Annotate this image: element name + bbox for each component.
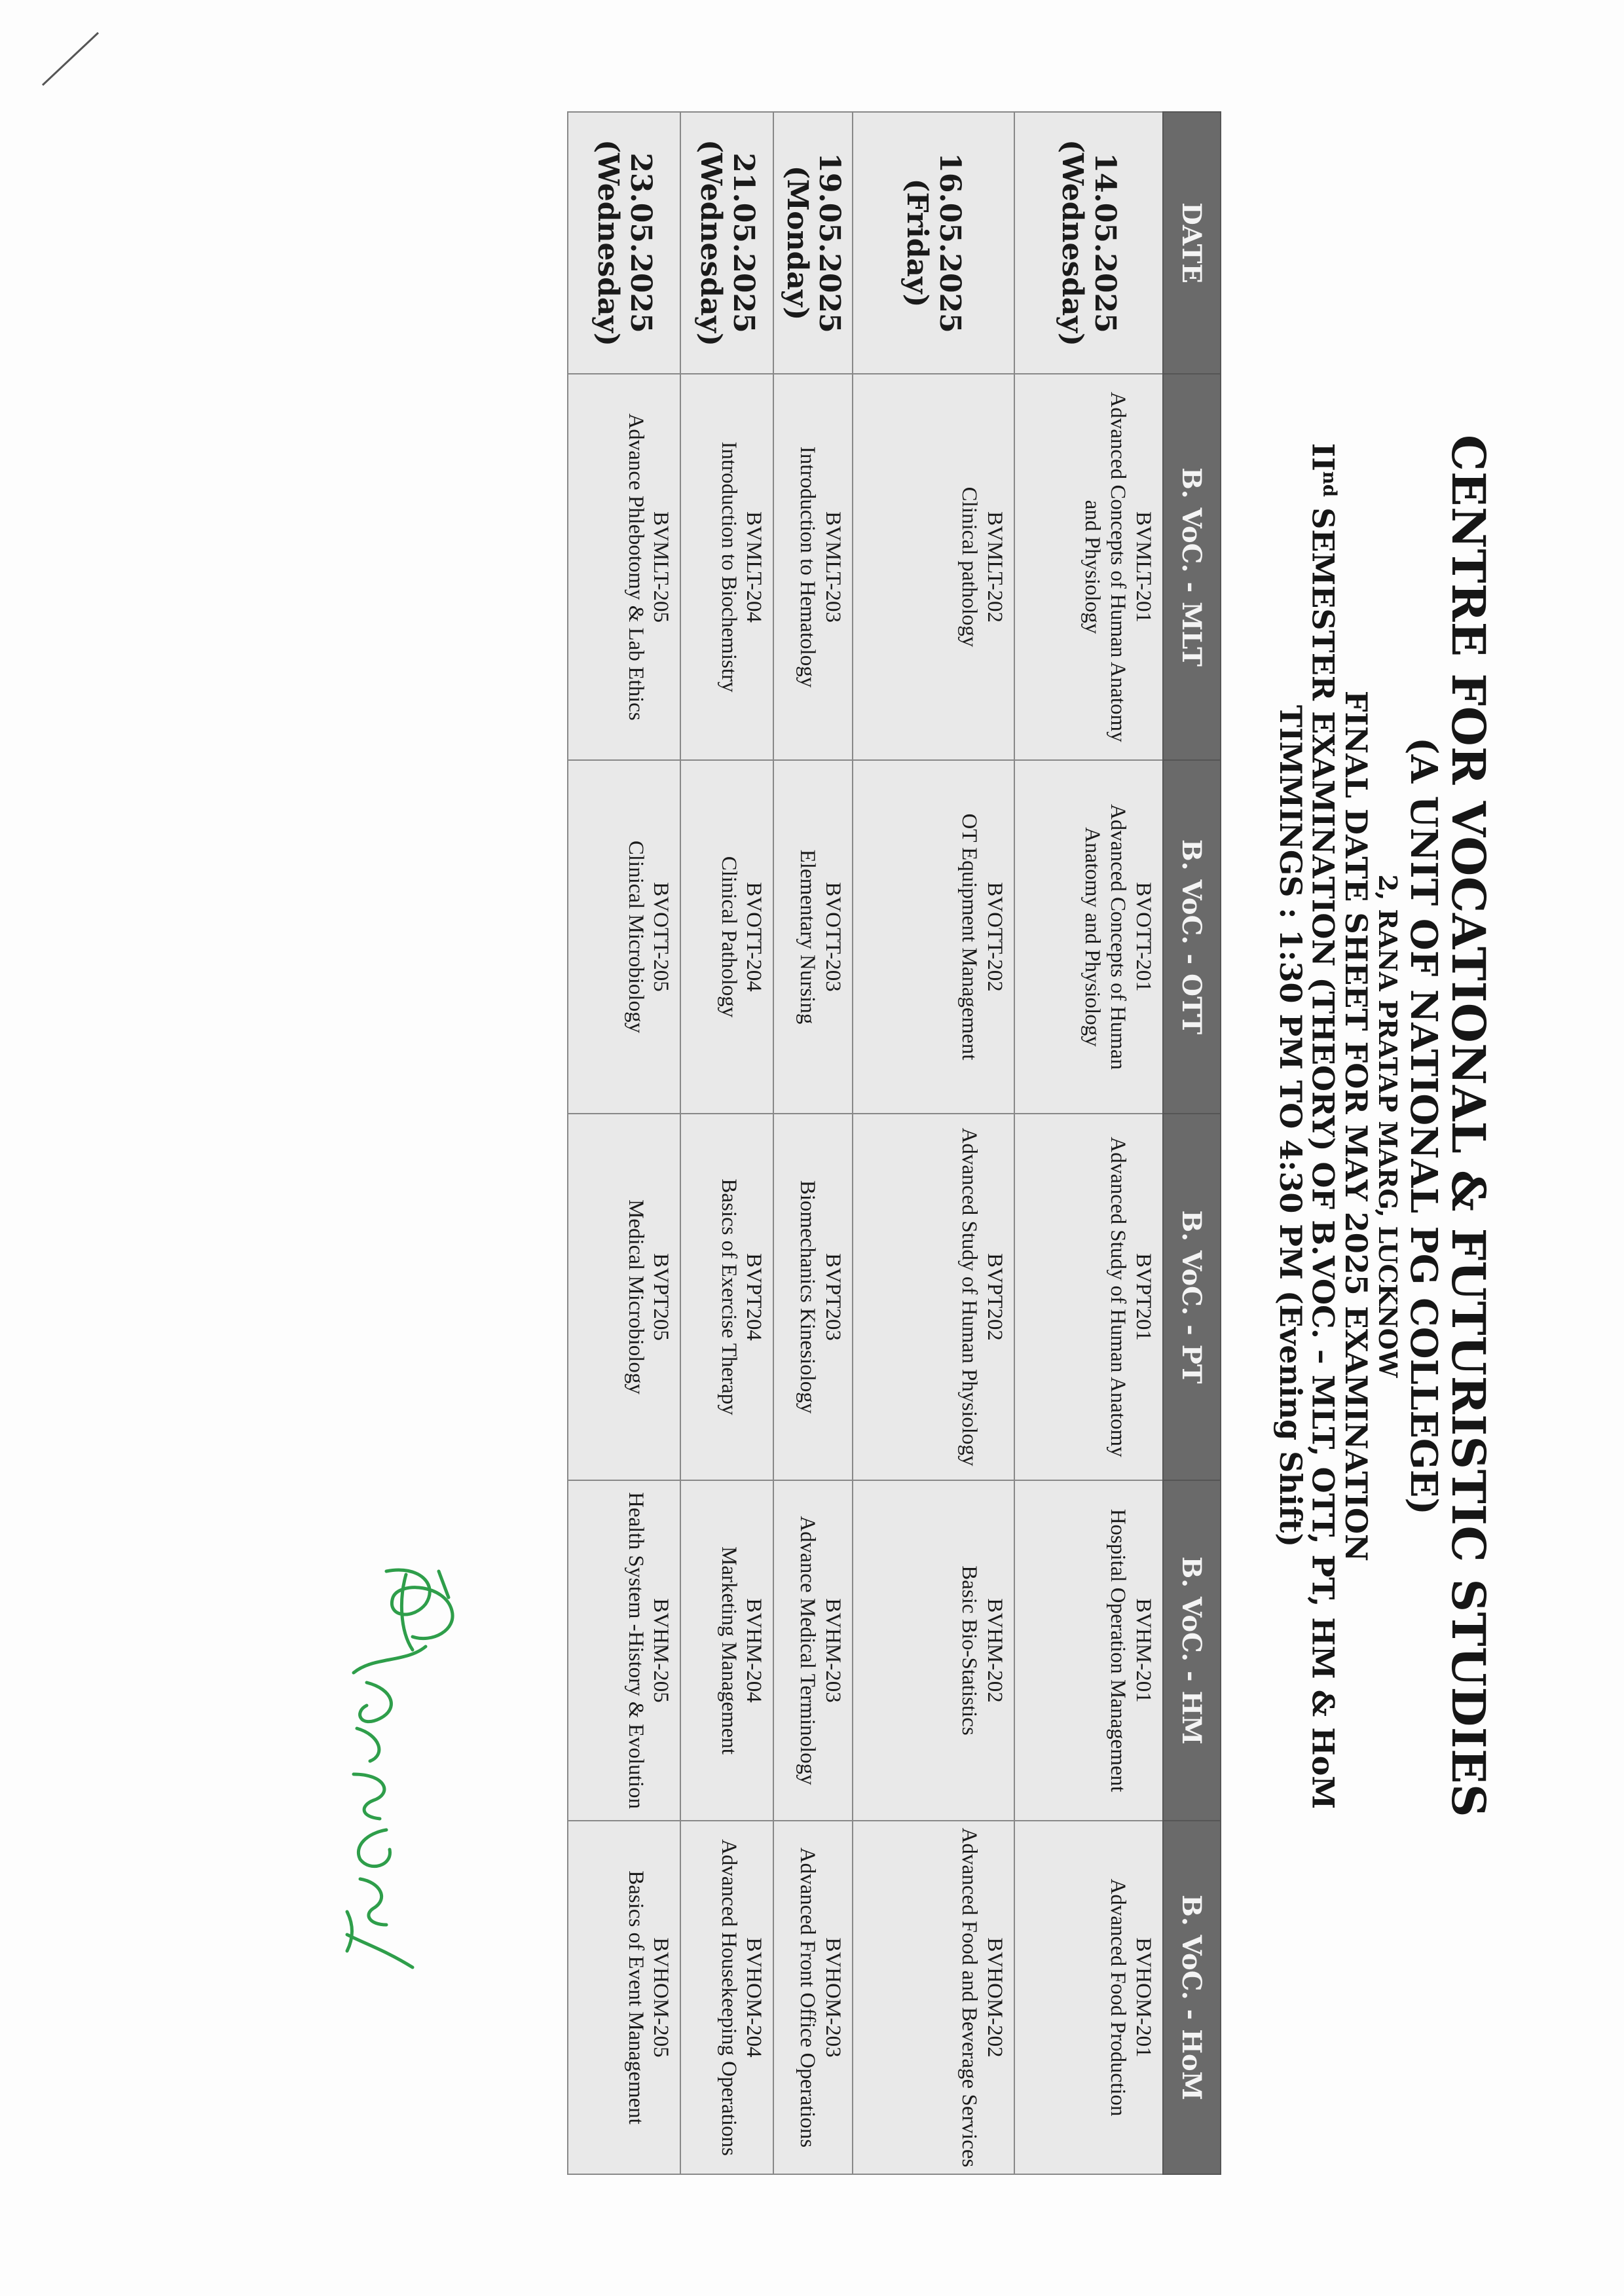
mlt-cell	[853, 374, 1014, 760]
hm-cell	[773, 1480, 853, 1821]
date-cell	[773, 112, 853, 374]
table-row	[568, 112, 680, 2174]
paper-subject: Advanced Front Office Operations	[796, 1847, 820, 2148]
paper-code: BVPT201	[1132, 1253, 1155, 1341]
scan-pen-mark	[36, 26, 101, 92]
semester-suffix: nd	[1319, 471, 1341, 498]
handwritten-signature	[308, 1558, 478, 1977]
paper-code: BVHM-205	[649, 1598, 673, 1703]
date-sheet-table	[567, 111, 1221, 2175]
exam-day: (Wednesday)	[1056, 139, 1090, 346]
paper-subject: Advance Medical Terminology	[796, 1516, 820, 1785]
paper-subject: Advance Phlebotomy & Lab Ethics	[623, 413, 648, 721]
hom-cell	[680, 1821, 773, 2174]
paper-code: BVPT202	[983, 1253, 1006, 1341]
institution-subtitle: (A UNIT OF NATIONAL PG COLLEGE)	[1402, 737, 1446, 1515]
hm-cell	[568, 1480, 680, 1821]
pt-cell	[1014, 1114, 1163, 1480]
exam-date: 14.05.2025	[1088, 153, 1122, 333]
date-cell	[853, 112, 1014, 374]
rotated-date-sheet	[458, 79, 1496, 2174]
exam-date: 21.05.2025	[726, 153, 760, 333]
pt-cell	[853, 1114, 1014, 1480]
paper-code: BVOTT-201	[1132, 882, 1155, 992]
paper-code: BVOTT-202	[983, 882, 1006, 992]
paper-subject: Biomechanics Kinesiology	[796, 1180, 820, 1414]
exam-date: 19.05.2025	[813, 153, 846, 333]
exam-description	[1306, 79, 1339, 2174]
exam-day: (Wednesday)	[591, 139, 625, 346]
paper-code: BVHM-204	[742, 1598, 766, 1703]
mlt-cell	[1014, 374, 1163, 760]
hom-cell	[853, 1821, 1014, 2174]
paper-code: BVPT204	[742, 1253, 766, 1341]
hom-cell	[773, 1821, 853, 2174]
paper-code: BVOTT-203	[821, 882, 845, 992]
paper-subject: Advanced Study of Human Anatomy	[1106, 1137, 1130, 1457]
date-cell	[1014, 112, 1163, 374]
semester-number: II	[1305, 443, 1341, 471]
paper-subject: Basics of Exercise Therapy	[716, 1178, 741, 1415]
exam-day: (Wednesday)	[694, 139, 728, 346]
header-date: DATE	[1163, 112, 1221, 374]
paper-code: BVPT203	[821, 1253, 845, 1341]
pt-cell	[680, 1114, 773, 1480]
paper-subject: Advanced Food Production	[1106, 1878, 1130, 2117]
paper-code: BVMLT-205	[649, 511, 673, 623]
table-header-row	[1163, 112, 1221, 2174]
paper-subject: Clinical pathology	[957, 486, 982, 647]
paper-subject: Advanced Concepts of Human Anatomy and Physiology	[1080, 392, 1130, 742]
exam-date: 16.05.2025	[932, 153, 967, 333]
exam-date: 23.05.2025	[623, 153, 657, 333]
hm-cell	[1014, 1480, 1163, 1821]
mlt-cell	[773, 374, 853, 760]
paper-code: BVOTT-205	[649, 882, 673, 992]
exam-description-text: SEMESTER EXAMINATION (THEORY) OF B.VOC. – MLT, OTT, PT, HM & HoM	[1305, 497, 1341, 1810]
paper-subject: Advanced Housekeeping Operations	[716, 1839, 741, 2156]
paper-code: BVHM-202	[983, 1598, 1006, 1703]
signature-strokes	[347, 1570, 452, 1967]
ott-cell	[1014, 760, 1163, 1114]
paper-subject: Health System -History & Evolution	[623, 1492, 648, 1809]
hm-cell	[853, 1480, 1014, 1821]
hom-cell	[568, 1821, 680, 2174]
ott-cell	[568, 760, 680, 1114]
exam-day: (Monday)	[780, 165, 814, 321]
exam-day: (Friday)	[900, 178, 934, 308]
ott-cell	[680, 760, 773, 1114]
paper-code: BVPT205	[649, 1253, 673, 1341]
table-row	[1014, 112, 1163, 2174]
paper-code: BVHOM-203	[821, 1937, 845, 2058]
paper-subject: Advanced Concepts of Human Anatomy and Physiology	[1080, 804, 1130, 1070]
mlt-cell	[680, 374, 773, 760]
paper-code: BVMLT-201	[1132, 511, 1155, 623]
paper-code: BVMLT-203	[821, 511, 845, 623]
date-cell	[568, 112, 680, 374]
date-cell	[680, 112, 773, 374]
table-row	[680, 112, 773, 2174]
paper-code: BVHM-201	[1132, 1598, 1155, 1703]
table-row	[853, 112, 1014, 2174]
paper-code: BVMLT-204	[742, 511, 766, 623]
paper-subject: Clinical Pathology	[716, 856, 741, 1018]
institution-name: CENTRE FOR VOCATIONAL & FUTURISTIC STUDIES	[1441, 434, 1496, 1818]
paper-subject: Introduction to Biochemistry	[716, 441, 741, 693]
paper-code: BVHOM-205	[649, 1937, 673, 2058]
paper-subject: Introduction to Hematology	[796, 446, 820, 688]
paper-subject: Clinical Microbiology	[623, 840, 648, 1034]
paper-subject: Medical Microbiology	[623, 1199, 648, 1394]
paper-subject: Marketing Management	[716, 1546, 741, 1755]
paper-subject: OT Equipment Management	[957, 813, 982, 1061]
paper-subject: Hospital Operation Management	[1106, 1508, 1130, 1793]
hm-cell	[680, 1480, 773, 1821]
institution-address: 2, RANA PRATAP MARG, LUCKNOW	[1373, 874, 1403, 1378]
header-pt: B. VoC. - PT	[1163, 1114, 1221, 1480]
header-hom: B. VoC. - HoM	[1163, 1821, 1221, 2174]
ott-cell	[853, 760, 1014, 1114]
paper-subject: Basics of Event Management	[623, 1870, 648, 2124]
paper-code: BVHOM-202	[983, 1937, 1006, 2058]
paper-subject: Advanced Food and Beverage Services	[957, 1827, 982, 2168]
paper-code: BVHOM-204	[742, 1937, 766, 2058]
paper-subject: Elementary Nursing	[796, 849, 820, 1025]
pt-cell	[773, 1114, 853, 1480]
document-header	[1231, 79, 1496, 2174]
paper-code: BVOTT-204	[742, 882, 766, 992]
paper-code: BVMLT-202	[983, 511, 1006, 623]
exam-timings: TIMMINGS : 1:30 PM TO 4:30 PM (Evening Shift)	[1273, 704, 1309, 1548]
table-row	[773, 112, 853, 2174]
header-mlt: B. VoC. - MLT	[1163, 374, 1221, 760]
header-hm: B. VoC. - HM	[1163, 1480, 1221, 1821]
date-sheet-title: FINAL DATE SHEET FOR MAY 2025 EXAMINATION	[1338, 690, 1374, 1562]
mlt-cell	[568, 374, 680, 760]
paper-code: BVHOM-201	[1132, 1937, 1155, 2058]
paper-subject: Basic Bio-Statistics	[957, 1565, 982, 1736]
paper-code: BVHM-203	[821, 1598, 845, 1703]
hom-cell	[1014, 1821, 1163, 2174]
pt-cell	[568, 1114, 680, 1480]
ott-cell	[773, 760, 853, 1114]
paper-subject: Advanced Study of Human Physiology	[957, 1127, 982, 1467]
header-ott: B. VoC. - OTT	[1163, 760, 1221, 1114]
